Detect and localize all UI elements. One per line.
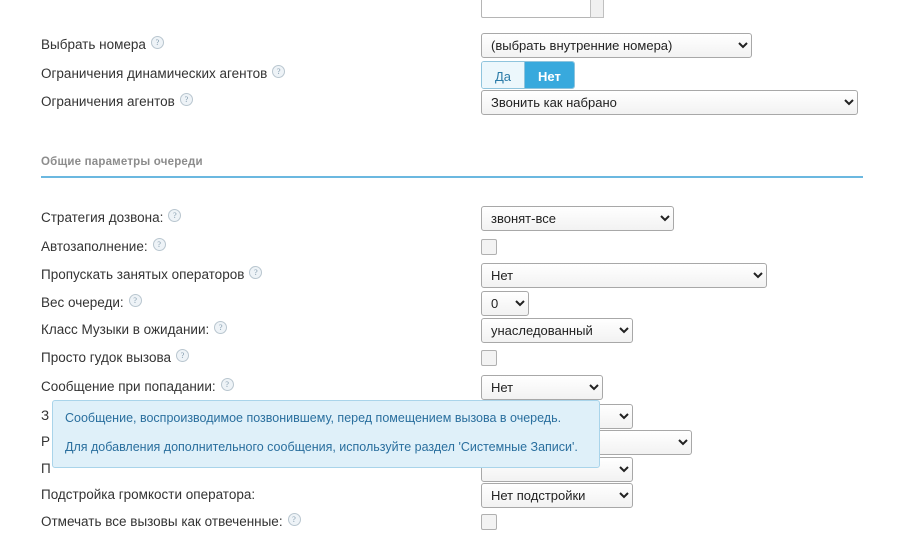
help-icon[interactable]: ? (214, 321, 227, 334)
label-text: Сообщение при попадании: (41, 379, 216, 394)
label-mark-all-calls-answered (41, 513, 301, 531)
field-agent-volume-adjustment (481, 483, 633, 508)
label-ringing-only (41, 349, 189, 367)
row-ringing-only (0, 349, 920, 376)
label-text: Ограничения агентов (41, 94, 175, 109)
label-obscured-1: З (41, 408, 50, 423)
toggle-option-yes[interactable]: Да (482, 62, 525, 88)
field-queue-weight (481, 291, 529, 316)
help-icon[interactable]: ? (176, 349, 189, 362)
help-icon[interactable]: ? (153, 238, 166, 251)
label-text: Автозаполнение: (41, 239, 148, 254)
select-numbers[interactable] (481, 33, 752, 58)
select-ring-strategy[interactable] (481, 206, 674, 231)
field-agents-restrictions (481, 90, 858, 115)
field-mark-all-calls-answered (481, 514, 497, 533)
label-dynamic-agents-restrictions (41, 65, 285, 83)
help-icon[interactable]: ? (221, 378, 234, 391)
multiline-textarea[interactable] (481, 0, 599, 18)
label-skip-busy-agents (41, 266, 262, 284)
row-queue-weight (0, 294, 920, 321)
field-ring-strategy (481, 206, 674, 231)
label-obscured-3: П (41, 461, 51, 476)
help-icon[interactable]: ? (272, 65, 285, 78)
tooltip-paragraph-1: Сообщение, воспроизводимое позвонившему, перед помещением вызова в очередь. (65, 411, 562, 425)
field-ringing-only (481, 350, 497, 369)
dynamic-agents-restrictions-toggle (481, 61, 575, 89)
row-select-numbers (0, 36, 920, 63)
checkbox-ringing-only[interactable] (481, 350, 497, 366)
help-icon[interactable]: ? (151, 36, 164, 49)
checkbox-mark-all-calls-answered[interactable] (481, 514, 497, 530)
field-select-numbers (481, 33, 752, 58)
select-join-announcement[interactable] (481, 375, 603, 400)
label-queue-weight (41, 294, 142, 312)
label-select-numbers (41, 36, 164, 54)
label-text: Выбрать номера (41, 37, 146, 52)
label-text: Вес очереди: (41, 295, 124, 310)
multiline-textarea-container (481, 0, 603, 22)
label-obscured-2: Р (41, 434, 51, 449)
label-agent-volume-adjustment (41, 486, 255, 504)
row-music-on-hold-class (0, 321, 920, 348)
section-title: Общие параметры очереди (41, 156, 203, 168)
field-music-on-hold-class (481, 318, 633, 343)
label-text: Класс Музыки в ожидании: (41, 322, 210, 337)
label-agents-restrictions (41, 93, 193, 111)
select-agents-restrictions[interactable] (481, 90, 858, 115)
help-icon[interactable]: ? (168, 209, 181, 222)
label-text: Подстройка громкости оператора: (41, 487, 256, 502)
label-text: Пропускать занятых операторов (41, 267, 245, 282)
label-text: Ограничения динамических агентов (41, 66, 268, 81)
row-mark-all-calls-answered (0, 513, 920, 540)
help-tooltip (52, 400, 600, 468)
field-join-announcement (481, 375, 603, 400)
label-join-announcement (41, 378, 234, 396)
row-skip-busy-agents (0, 266, 920, 293)
field-autofill (481, 239, 497, 258)
label-text: Отмечать все вызовы как отвеченные: (41, 514, 283, 529)
select-queue-weight[interactable] (481, 291, 529, 316)
select-skip-busy-agents[interactable] (481, 263, 767, 288)
select-music-on-hold-class[interactable] (481, 318, 633, 343)
help-icon[interactable]: ? (249, 266, 262, 279)
row-dynamic-agents-restrictions (0, 65, 920, 92)
tooltip-paragraph-2: Для добавления дополнительного сообщения, используйте раздел 'Системные Записи'. (65, 440, 578, 454)
label-text: Просто гудок вызова (41, 350, 171, 365)
help-icon[interactable]: ? (180, 93, 193, 106)
label-autofill (41, 238, 166, 256)
label-text: Стратегия дозвона: (41, 210, 164, 225)
textarea-scrollbar[interactable] (590, 0, 604, 18)
row-ring-strategy (0, 209, 920, 236)
row-autofill (0, 238, 920, 265)
checkbox-autofill[interactable] (481, 239, 497, 255)
help-icon[interactable]: ? (129, 294, 142, 307)
toggle-option-no[interactable]: Нет (525, 62, 574, 88)
row-agent-volume-adjustment (0, 486, 920, 513)
label-music-on-hold-class (41, 321, 227, 339)
label-ring-strategy (41, 209, 181, 227)
field-skip-busy-agents (481, 263, 767, 288)
help-icon[interactable]: ? (288, 513, 301, 526)
row-agents-restrictions (0, 93, 920, 120)
select-agent-volume-adjustment[interactable] (481, 483, 633, 508)
section-divider (41, 176, 863, 178)
